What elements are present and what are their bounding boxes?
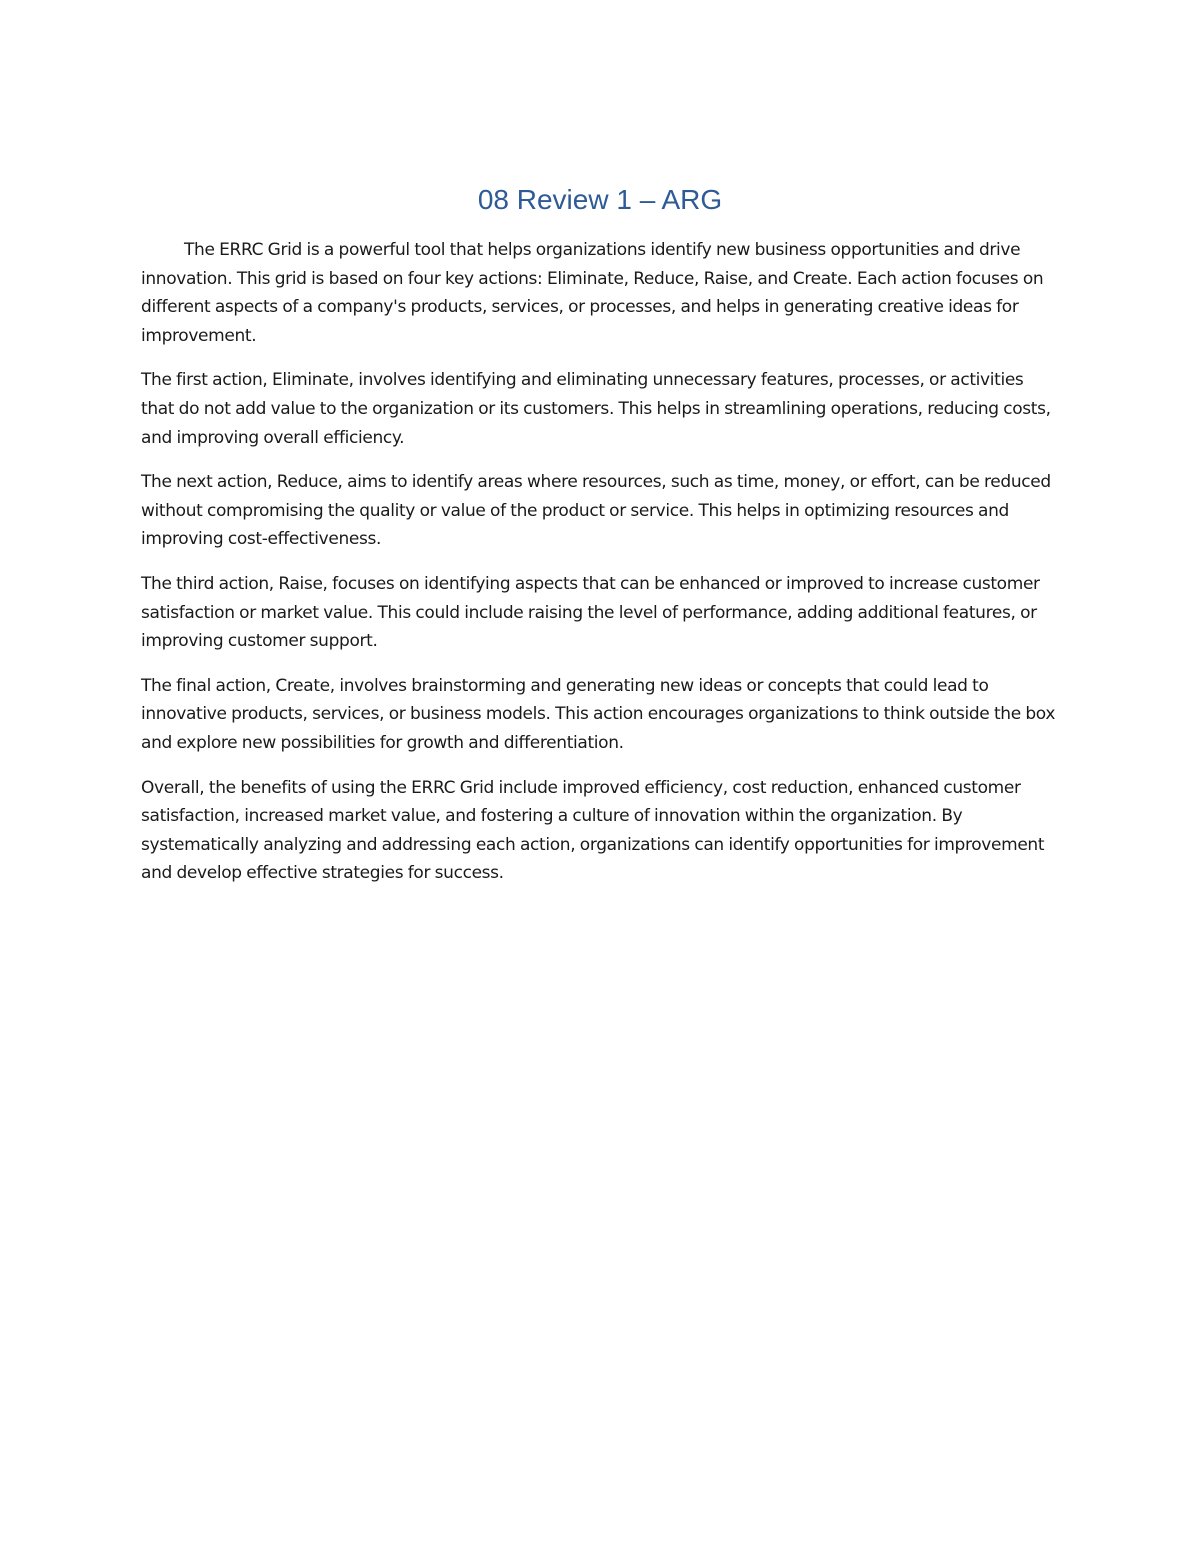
paragraph-reduce: The next action, Reduce, aims to identify areas where resources, such as time, money, or effort, can be reduced without compromising the quality or value of the product or service. This helps in optimizing resources and improving cost-effectiveness. xyxy=(141,472,1051,550)
paragraph-eliminate: The first action, Eliminate, involves identifying and eliminating unnecessary features, processes, or activities that do not add value to the organization or its customers. This helps in streamlining operations, reducing costs, and improving overall efficiency. xyxy=(141,370,1051,448)
document-title: 08 Review 1 – ARG xyxy=(477,184,723,215)
paragraph-intro: The ERRC Grid is a powerful tool that helps organizations identify new business opportunities and drive innovation. This grid is based on four key actions: Eliminate, Reduce, Raise, and Create. Each action focuses on different aspects of a company's products, services, or processes, and helps in generating creative ideas for improvement. xyxy=(141,240,1044,346)
paragraph-raise: The third action, Raise, focuses on identifying aspects that can be enhanced or improved to increase customer satisfaction or market value. This could include raising the level of performance, adding additional features, or improving customer support. xyxy=(141,573,1040,652)
paragraph-create: The final action, Create, involves brainstorming and generating new ideas or concepts that could lead to innovative products, services, or business models. This action encourages organizations to think outside the box and explore new possibilities for growth and differentiation. xyxy=(141,675,1056,753)
paragraph-conclusion: Overall, the benefits of using the ERRC Grid include improved efficiency, cost reduction, enhanced customer satisfaction, increased market value, and fostering a culture of innovation within the organization. By systematically analyzing and addressing each action, organizations can identify opportunities for improvement and develop effective strategies for success. xyxy=(141,777,1045,884)
document-body xyxy=(141,236,1061,904)
